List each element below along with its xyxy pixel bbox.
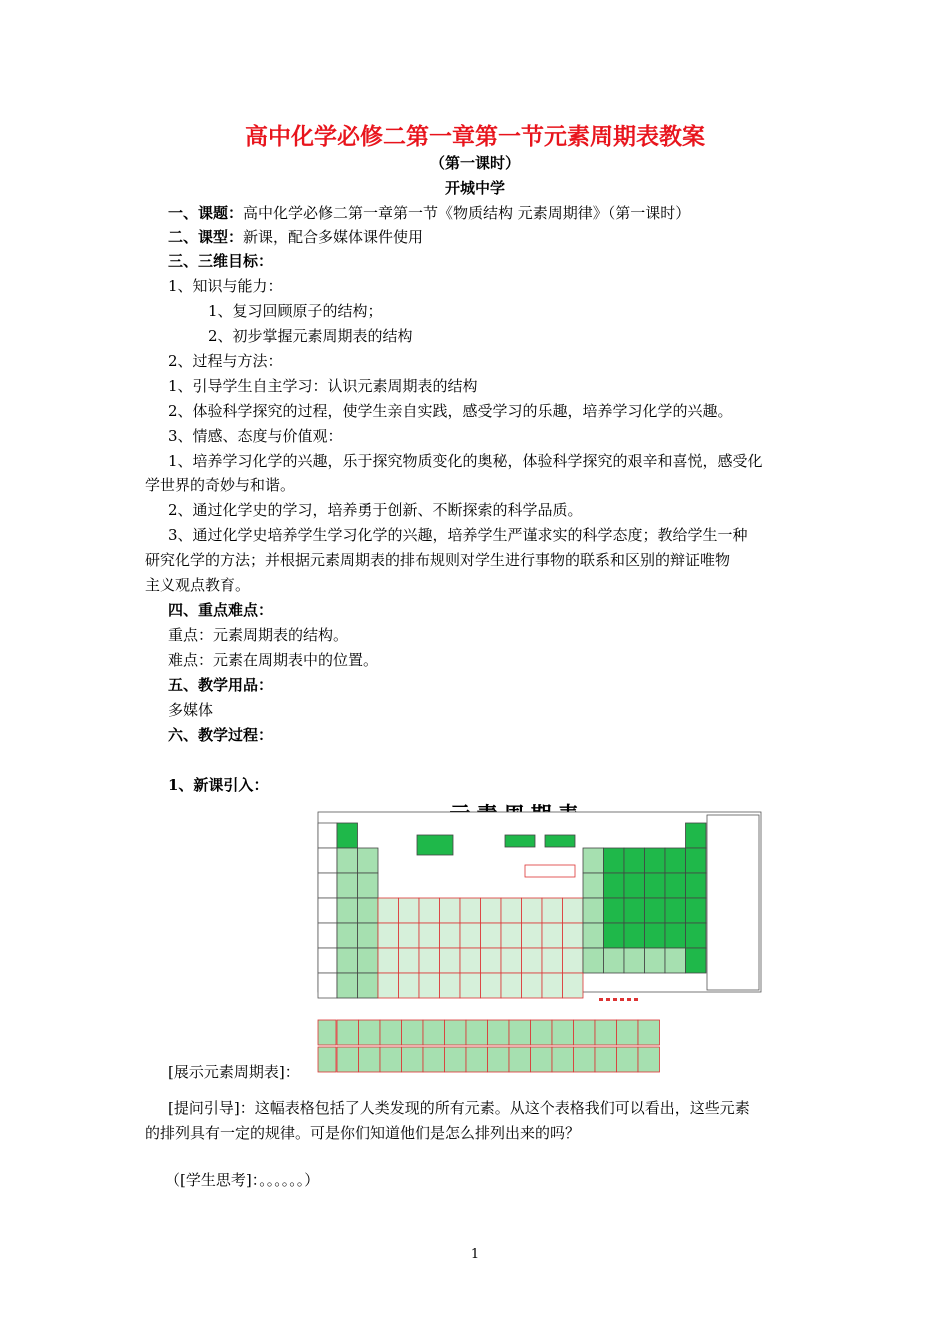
goal-1: 1、知识与能力： — [168, 277, 283, 295]
element-cell — [419, 948, 440, 973]
element-cell — [665, 948, 686, 973]
continuation-dot — [620, 998, 624, 1001]
show-periodic-table: [展示元素周期表]： — [168, 1063, 300, 1081]
element-cell — [337, 848, 358, 873]
f-block-cell — [359, 1047, 381, 1072]
element-cell — [399, 973, 420, 998]
element-cell — [481, 923, 502, 948]
continuation-dot — [613, 998, 617, 1001]
goal-3: 3、情感、态度与价值观： — [168, 427, 343, 445]
element-cell — [563, 923, 584, 948]
f-block-label — [318, 1047, 336, 1072]
element-cell — [378, 898, 399, 923]
electron-shell-column — [707, 815, 759, 990]
f-block-cell — [552, 1047, 574, 1072]
element-cell — [665, 873, 686, 898]
f-block-cell — [380, 1047, 402, 1072]
school-name: 开城中学 — [444, 179, 505, 197]
question-line1: [提问引导]：这幅表格包括了人类发现的所有元素。从这个表格我们可以看出，这些元素 — [168, 1099, 750, 1117]
element-cell — [542, 973, 563, 998]
element-cell — [604, 923, 625, 948]
continuation-dot — [599, 998, 603, 1001]
element-cell — [501, 973, 522, 998]
element-cell — [604, 873, 625, 898]
element-cell — [624, 923, 645, 948]
goal-1a: 1、复习回顾原子的结构； — [208, 302, 383, 320]
f-block-cell — [466, 1047, 488, 1072]
f-block-cell — [488, 1020, 510, 1045]
element-cell — [337, 923, 358, 948]
goal-3a-line1: 1、培养学习化学的兴趣，乐于探究物质变化的奥秘，体验科学探究的艰辛和喜悦，感受化 — [168, 452, 763, 470]
element-cell — [583, 873, 604, 898]
goal-2b: 2、体验科学探究的过程，使学生亲自实践，感受学习的乐趣，培养学习化学的兴趣。 — [168, 402, 733, 420]
element-cell — [378, 973, 399, 998]
element-cell — [481, 973, 502, 998]
element-cell — [358, 873, 379, 898]
element-cell — [645, 873, 666, 898]
difficult-point: 难点：元素在周期表中的位置。 — [168, 651, 379, 669]
element-cell — [665, 923, 686, 948]
tools-heading: 五、教学用品： — [168, 676, 274, 694]
element-cell — [624, 948, 645, 973]
period-label-cell — [318, 848, 337, 873]
element-cell — [481, 898, 502, 923]
element-cell — [460, 973, 481, 998]
element-cell — [542, 948, 563, 973]
element-cell — [460, 948, 481, 973]
legend-metal-swatch — [545, 835, 575, 847]
f-block-cell — [574, 1020, 596, 1045]
element-cell — [440, 973, 461, 998]
element-cell — [624, 898, 645, 923]
question-line2: 的排列具有一定的规律。可是你们知道他们是怎么排列出来的吗？ — [145, 1124, 581, 1142]
element-cell — [440, 923, 461, 948]
element-cell — [665, 848, 686, 873]
element-cell — [624, 848, 645, 873]
f-block-cell — [445, 1020, 467, 1045]
element-cell — [358, 898, 379, 923]
type-line: 二、课型：新课，配合多媒体课件使用 — [168, 228, 424, 246]
f-block-cell — [617, 1047, 639, 1072]
f-block-cell — [488, 1047, 510, 1072]
element-cell — [563, 898, 584, 923]
intro-heading: 1、新课引入： — [168, 776, 269, 794]
goal-2: 2、过程与方法： — [168, 352, 283, 370]
period-label-cell — [318, 923, 337, 948]
document-title: 高中化学必修二第一章第一节元素周期表教案 — [245, 124, 705, 150]
element-cell — [440, 948, 461, 973]
f-block-cell — [337, 1047, 359, 1072]
element-cell — [645, 948, 666, 973]
f-block-cell — [380, 1020, 402, 1045]
periodic-table-image — [317, 805, 762, 1015]
element-cell — [686, 923, 707, 948]
goal-3b: 2、通过化学史的学习，培养勇于创新、不断探索的科学品质。 — [168, 501, 583, 519]
element-cell — [686, 823, 707, 848]
element-cell — [645, 898, 666, 923]
element-cell — [337, 823, 358, 848]
key-point: 重点：元素周期表的结构。 — [168, 626, 349, 644]
f-block-cell — [509, 1047, 531, 1072]
process-heading: 六、教学过程： — [168, 726, 274, 744]
element-cell — [522, 898, 543, 923]
element-cell — [358, 973, 379, 998]
element-cell — [686, 848, 707, 873]
element-cell — [419, 973, 440, 998]
element-cell — [583, 848, 604, 873]
element-cell — [440, 898, 461, 923]
element-cell — [686, 873, 707, 898]
tools-text: 多媒体 — [168, 701, 214, 719]
element-cell — [542, 923, 563, 948]
element-cell — [604, 948, 625, 973]
element-cell — [645, 848, 666, 873]
f-block-cell — [595, 1047, 617, 1072]
goal-1b: 2、初步掌握元素周期表的结构 — [208, 327, 413, 345]
element-cell — [563, 973, 584, 998]
element-cell — [399, 923, 420, 948]
f-block-cell — [574, 1047, 596, 1072]
goal-3c-line2: 研究化学的方法；并根据元素周期表的排布规则对学生进行事物的联系和区别的辩证唯物 — [145, 551, 731, 569]
f-block-cell — [423, 1047, 445, 1072]
key-heading: 四、重点难点： — [168, 601, 274, 619]
continuation-dot — [627, 998, 631, 1001]
goal-3a-line2: 学世界的奇妙与和谐。 — [145, 476, 296, 494]
legend-nonmetal — [417, 835, 453, 855]
goal-2a: 1、引导学生自主学习：认识元素周期表的结构 — [168, 377, 478, 395]
period-label-cell — [318, 898, 337, 923]
f-block-cell — [402, 1020, 424, 1045]
document-subtitle: （第一课时） — [429, 154, 520, 172]
element-cell — [337, 898, 358, 923]
continuation-dot — [634, 998, 638, 1001]
element-cell — [337, 973, 358, 998]
legend-transition-swatch — [525, 865, 575, 877]
f-block-cell — [466, 1020, 488, 1045]
goal-3c-line1: 3、通过化学史培养学生学习化学的兴趣，培养学生严谨求实的科学态度；教给学生一种 — [168, 526, 748, 544]
f-block-cell — [531, 1020, 553, 1045]
element-cell — [563, 948, 584, 973]
element-cell — [501, 898, 522, 923]
goal-3c-line3: 主义观点教育。 — [145, 576, 251, 594]
element-cell — [604, 848, 625, 873]
topic-line: 一、课题：高中化学必修二第一章第一节《物质结构 元素周期律》（第一课时） — [168, 204, 691, 222]
element-cell — [460, 898, 481, 923]
element-cell — [378, 948, 399, 973]
element-cell — [604, 898, 625, 923]
period-label-cell — [318, 823, 337, 848]
element-cell — [358, 948, 379, 973]
f-block-cell — [423, 1020, 445, 1045]
goals-heading: 三、三维目标： — [168, 252, 274, 270]
element-cell — [399, 948, 420, 973]
f-block-cell — [552, 1020, 574, 1045]
element-cell — [378, 923, 399, 948]
f-block-cell — [509, 1020, 531, 1045]
element-cell — [624, 873, 645, 898]
element-cell — [399, 898, 420, 923]
student-thinking: （[学生思考]：。。。。。。） — [165, 1171, 320, 1189]
period-label-cell — [318, 973, 337, 998]
periodic-table-graphic — [317, 805, 762, 1015]
element-cell — [501, 948, 522, 973]
element-cell — [522, 923, 543, 948]
element-cell — [686, 898, 707, 923]
f-block-cell — [337, 1020, 359, 1045]
element-cell — [645, 923, 666, 948]
element-cell — [686, 948, 707, 973]
element-cell — [419, 923, 440, 948]
element-cell — [358, 848, 379, 873]
legend-nonmetal-swatch — [505, 835, 535, 847]
element-cell — [522, 973, 543, 998]
f-block-cell — [531, 1047, 553, 1072]
element-cell — [337, 873, 358, 898]
f-block-cell — [638, 1020, 660, 1045]
element-cell — [522, 948, 543, 973]
element-cell — [583, 923, 604, 948]
f-block-cell — [595, 1020, 617, 1045]
page-number: 1 — [470, 1247, 480, 1262]
element-cell — [542, 898, 563, 923]
f-block-cell — [638, 1047, 660, 1072]
period-label-cell — [318, 948, 337, 973]
element-cell — [358, 923, 379, 948]
f-block-graphic — [317, 1018, 661, 1076]
element-cell — [665, 898, 686, 923]
f-block-cell — [402, 1047, 424, 1072]
lanthanide-actinide-rows — [317, 1018, 661, 1076]
element-cell — [583, 948, 604, 973]
f-block-cell — [445, 1047, 467, 1072]
element-cell — [337, 948, 358, 973]
element-cell — [460, 923, 481, 948]
element-cell — [501, 923, 522, 948]
f-block-cell — [617, 1020, 639, 1045]
f-block-label — [318, 1020, 336, 1045]
period-label-cell — [318, 873, 337, 898]
element-cell — [583, 898, 604, 923]
element-cell — [481, 948, 502, 973]
element-cell — [419, 898, 440, 923]
f-block-cell — [359, 1020, 381, 1045]
continuation-dot — [606, 998, 610, 1001]
